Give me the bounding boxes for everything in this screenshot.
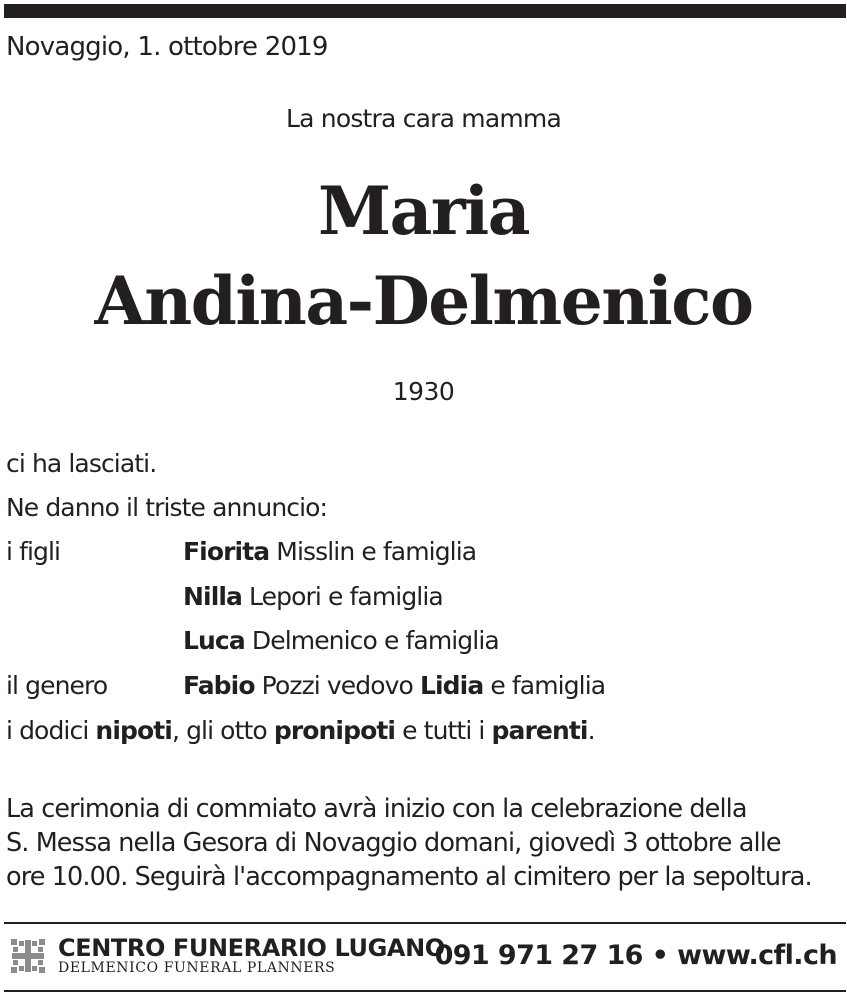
son-in-law-label: il genero [6,671,108,700]
ceremony-line: La cerimonia di commiato avrà inizio con la celebrazione della [6,794,747,824]
children-label: i figli [6,537,61,566]
separator-dot: • [651,940,669,971]
footer-top-rule [4,922,846,924]
birth-year: 1930 [392,377,455,406]
company-subtitle: DELMENICO FUNERAL PLANNERS [58,960,336,976]
top-rule [4,4,846,18]
family-member [183,582,443,612]
son-in-law-middle: Pozzi vedovo [254,671,420,700]
member-rest: Delmenico e famiglia [244,626,499,655]
grandchildren: nipoti [95,716,172,745]
intro-text: La nostra cara mamma [285,104,562,133]
member-first-name: Nilla [183,582,243,611]
phone-number: 091 971 27 16 [434,940,643,971]
cross-logo-icon [8,936,48,976]
great-grandchildren: pronipoti [273,716,396,745]
website-link[interactable]: www.cfl.ch [677,940,837,971]
other-relatives: i dodici nipoti, gli otto pronipoti e tutti i parenti. [6,716,595,745]
ceremony-line: S. Messa nella Gesora di Novaggio domani, giovedì 3 ottobre alle [6,828,781,858]
company-name: CENTRO FUNERARIO LUGANO [58,934,445,962]
son-in-law [183,671,605,701]
dateline: Novaggio, 1. ottobre 2019 [6,32,328,62]
contact-info [435,938,837,974]
left-us-text: ci ha lasciati. [6,449,157,478]
deceased-first-name: Maria [318,172,529,250]
member-rest: Misslin e famiglia [269,537,477,566]
ceremony-line: ore 10.00. Seguirà l'accompagnamento al cimitero per la sepoltura. [6,862,812,892]
relatives: parenti [491,716,588,745]
deceased-surname: Andina-Delmenico [94,262,753,340]
son-in-law-rest: e famiglia [483,671,606,700]
member-first-name: Luca [183,626,245,655]
footer-bottom-rule [4,990,846,992]
member-rest: Lepori e famiglia [242,582,443,611]
family-member [183,626,499,656]
ceremony-paragraph [6,792,812,894]
member-first-name: Fiorita [183,537,270,566]
son-in-law-name: Fabio [183,671,255,700]
family-member [183,537,476,567]
late-wife-name: Lidia [419,671,484,700]
announce-text: Ne danno il triste annuncio: [6,493,328,522]
